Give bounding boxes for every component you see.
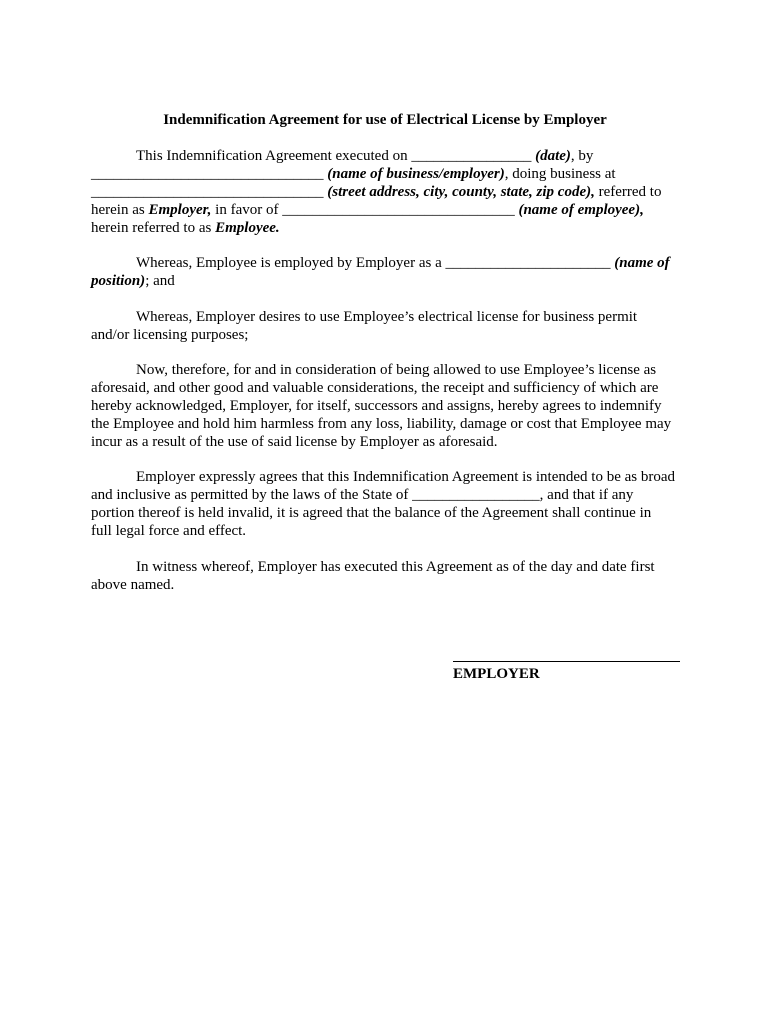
paragraph-line: Whereas, Employee is employed by Employer as a ______________________ (name of [136, 255, 670, 271]
paragraph-whereas-employed [91, 254, 691, 290]
paragraph-line: Now, therefore, for and in consideration of being allowed to use Employee’s license as [136, 362, 657, 378]
paragraph-line: _______________________________ (street address, city, county, state, zip code), referred to [91, 184, 662, 200]
paragraph-line: Employer expressly agrees that this Indemnification Agreement is intended to be as broad [136, 469, 676, 485]
paragraph-line: position); and [91, 273, 175, 289]
signature-label: EMPLOYER [453, 666, 540, 682]
paragraph-scope [91, 468, 691, 540]
paragraph-indemnify [91, 361, 691, 451]
document-title: Indemnification Agreement for use of Electrical License by Employer [163, 112, 607, 128]
paragraph-line: _______________________________ (name of business/employer), doing business at [91, 166, 616, 182]
paragraph-witness [91, 558, 691, 594]
paragraph-line: herein referred to as Employee. [91, 220, 280, 236]
paragraph-line: and inclusive as permitted by the laws of the State of _________________, and that if any [91, 487, 634, 503]
paragraph-line: Whereas, Employer desires to use Employee’s electrical license for business permit [136, 309, 638, 325]
paragraph-line: incur as a result of the use of said license by Employer as aforesaid. [91, 434, 498, 450]
paragraph-line: herein as Employer, in favor of _______________________________ (name of employee), [91, 202, 644, 218]
paragraph-line: full legal force and effect. [91, 523, 247, 539]
signature-line [453, 661, 680, 662]
paragraph-line: This Indemnification Agreement executed on ________________ (date), by [136, 148, 594, 164]
paragraph-whereas-license [91, 308, 691, 344]
paragraph-line: portion thereof is held invalid, it is agreed that the balance of the Agreement shall continue in [91, 505, 652, 521]
paragraph-line: aforesaid, and other good and valuable considerations, the receipt and sufficiency of which are [91, 380, 659, 396]
paragraph-line: and/or licensing purposes; [91, 327, 249, 343]
paragraph-line: above named. [91, 577, 175, 593]
paragraph-line: hereby acknowledged, Employer, for itself, successors and assigns, hereby agrees to indemnify [91, 398, 662, 414]
paragraph-line: In witness whereof, Employer has executed this Agreement as of the day and date first [136, 559, 655, 575]
paragraph-parties [91, 147, 691, 237]
paragraph-line: the Employee and hold him harmless from any loss, liability, damage or cost that Employee may [91, 416, 672, 432]
